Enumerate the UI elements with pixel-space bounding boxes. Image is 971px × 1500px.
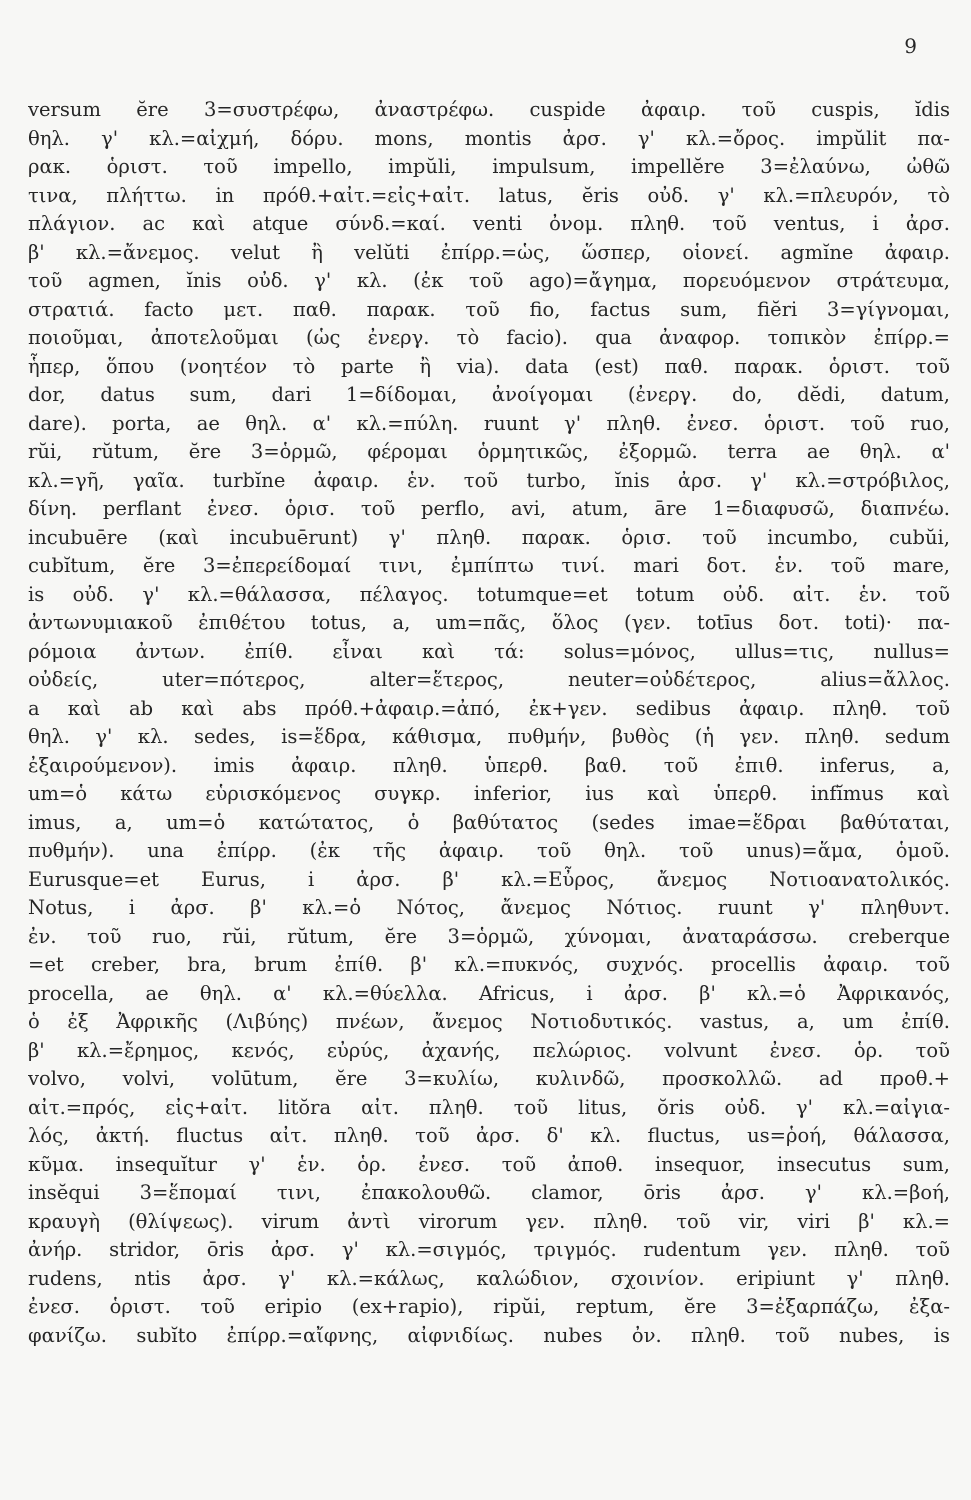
text-line: insĕqui 3=ἕπομαί τινι, ἐπακολουθῶ. clamor, ōris ἀρσ. γ' κλ.=βοή, <box>28 1181 950 1204</box>
text-line: πυθμήν). una ἐπίρρ. (ἐκ τῆς ἀφαιρ. τοῦ θηλ. τοῦ unus)=ἅμα, ὁμοῦ. <box>28 839 950 862</box>
text-line: dare). porta, ae θηλ. α' κλ.=πύλη. ruunt γ' πληθ. ἐνεσ. ὁριστ. τοῦ ruo, <box>28 411 950 435</box>
text-line: τινα, πλήττω. in πρόθ.+αἰτ.=εἰς+αἰτ. latus, ĕris οὐδ. γ' κλ.=πλευρόν, τὸ <box>28 183 950 207</box>
text-line: a καὶ ab καὶ abs πρόθ.+ἀφαιρ.=ἀπό, ἐκ+γεν. sedibus ἀφαιρ. πληθ. τοῦ <box>28 696 950 720</box>
text-line: is οὐδ. γ' κλ.=θάλασσα, πέλαγος. totumque=et totum οὐδ. αἰτ. ἑν. τοῦ <box>28 582 950 606</box>
text-line: φανίζω. subĭto ἐπίρρ.=αἴφνης, αἰφνιδίως. nubes ὀν. πληθ. τοῦ nubes, is <box>28 1323 950 1347</box>
text-line: Eurusque=et Eurus, i ἀρσ. β' κλ.=Εὖρος, ἄνεμος Νοτιοανατολικός. <box>28 867 950 891</box>
text-line: procella, ae θηλ. α' κλ.=θύελλα. Africus, i ἀρσ. β' κλ.=ὁ Ἀφρικανός, <box>28 981 950 1005</box>
text-line: ποιοῦμαι, ἀποτελοῦμαι (ὡς ἐνεργ. τὸ facio). qua ἀναφορ. τοπικὸν ἐπίρρ.= <box>28 326 950 349</box>
text-line: β' κλ.=ἄνεμος. velut ἢ velŭti ἐπίρρ.=ὡς, ὥσπερ, οἱονεί. agmĭne ἀφαιρ. <box>28 240 950 264</box>
text-line: λός, ἀκτή. fluctus αἰτ. πληθ. τοῦ ἀρσ. δ' κλ. fluctus, us=ῥοή, θάλασσα, <box>28 1124 950 1147</box>
text-line: ἀντωνυμιακοῦ ἐπιθέτου totus, a, um=πᾶς, ὅλος (γεν. totīus δοτ. toti)· πα- <box>28 611 950 634</box>
text-line: dor, datus sum, dari 1=δίδομαι, ἀνοίγομαι (ἐνεργ. do, dĕdi, datum, <box>28 383 950 406</box>
text-line: volvo, volvi, volūtum, ĕre 3=κυλίω, κυλινδῶ, προσκολλῶ. ad προθ.+ <box>28 1067 950 1090</box>
text-line: cubĭtum, ĕre 3=ἐπερείδομαί τινι, ἐμπίπτω τινί. mari δοτ. ἑν. τοῦ mare, <box>28 554 950 577</box>
text-line: αἰτ.=πρός, εἰς+αἰτ. litŏra αἰτ. πληθ. τοῦ litus, ŏris οὐδ. γ' κλ.=αἰγια- <box>28 1095 950 1119</box>
text-line: rudens, ntis ἀρσ. γ' κλ.=κάλως, καλώδιον, σχοινίον. eripiunt γ' πληθ. <box>28 1266 950 1290</box>
text-line: ρακ. ὁριστ. τοῦ impello, impŭli, impulsum, impellĕre 3=ἐλαύνω, ὠθῶ <box>28 155 950 178</box>
text-line: incubuēre (καὶ incubuērunt) γ' πληθ. παρακ. ὁρισ. τοῦ incumbo, cubŭi, <box>28 525 950 549</box>
text-line: οὐδείς, uter=πότερος, alter=ἕτερος, neuter=οὐδέτερος, alius=ἄλλος. <box>28 668 950 691</box>
text-line: κραυγὴ (θλίψεως). virum ἀντὶ virorum γεν. πληθ. τοῦ vir, viri β' κλ.= <box>28 1209 950 1233</box>
text-line: στρατιά. facto μετ. παθ. παρακ. τοῦ fio, factus sum, fiĕri 3=γίγνομαι, <box>28 297 950 321</box>
text-line: θηλ. γ' κλ.=αἰχμή, δόρυ. mons, montis ἀρσ. γ' κλ.=ὄρος. impŭlit πα- <box>28 126 950 150</box>
text-line: ἐξαιρούμενον). imis ἀφαιρ. πληθ. ὑπερθ. βαθ. τοῦ ἐπιθ. inferus, a, <box>28 753 950 777</box>
text-line: imus, a, um=ὁ κατώτατος, ὁ βαθύτατος (sedes imae=ἕδραι βαθύταται, <box>28 810 950 834</box>
text-line: πλάγιον. ac καὶ atque σύνδ.=καί. venti ὀνομ. πληθ. τοῦ ventus, i ἀρσ. <box>28 212 950 235</box>
text-line: =et creber, bra, brum ἐπίθ. β' κλ.=πυκνός, συχνός. procellis ἀφαιρ. τοῦ <box>28 953 950 976</box>
text-line: ἀνήρ. stridor, ōris ἀρσ. γ' κλ.=σιγμός, τριγμός. rudentum γεν. πληθ. τοῦ <box>28 1238 950 1261</box>
text-line: ἧπερ, ὅπου (νοητέον τὸ parte ἢ via). data (est) παθ. παρακ. ὁριστ. τοῦ <box>28 354 950 378</box>
text-line: rŭi, rŭtum, ĕre 3=ὁρμῶ, φέρομαι ὁρμητικῶς, ἐξορμῶ. terra ae θηλ. α' <box>28 440 950 463</box>
text-line: um=ὁ κάτω εὑρισκόμενος συγκρ. inferior, ius καὶ ὑπερθ. infĭmus καὶ <box>28 782 950 805</box>
text-line: ἐνεσ. ὁριστ. τοῦ eripio (ex+rapio), ripŭi, reptum, ĕre 3=ἐξαρπάζω, ἐξα- <box>28 1295 950 1318</box>
text-line: β' κλ.=ἔρημος, κενός, εὐρύς, ἀχανής, πελώριος. volvunt ἐνεσ. ὁρ. τοῦ <box>28 1038 950 1062</box>
text-line: κλ.=γῆ, γαῖα. turbĭne ἀφαιρ. ἑν. τοῦ turbo, ĭnis ἀρσ. γ' κλ.=στρόβιλος, <box>28 468 950 492</box>
text-line: versum ĕre 3=συστρέφω, ἀναστρέφω. cuspide ἀφαιρ. τοῦ cuspis, ĭdis <box>28 98 950 121</box>
text-line: θηλ. γ' κλ. sedes, is=ἕδρα, κάθισμα, πυθμήν, βυθὸς (ἡ γεν. πληθ. sedum <box>28 725 950 748</box>
text-line: τοῦ agmen, ĭnis οὐδ. γ' κλ. (ἐκ τοῦ ago)=ἄγημα, πορευόμενον στράτευμα, <box>28 269 950 292</box>
text-line: δίνη. perflant ἐνεσ. ὁρισ. τοῦ perflo, avi, atum, āre 1=διαφυσῶ, διαπνέω. <box>28 497 950 520</box>
text-line: ρόμοια ἀντων. ἐπίθ. εἶναι καὶ τά: solus=μόνος, ullus=τις, nullus= <box>28 639 950 663</box>
text-line: ἐν. τοῦ ruo, rŭi, rŭtum, ĕre 3=ὁρμῶ, χύνομαι, ἀναταράσσω. creberque <box>28 924 950 948</box>
text-line: κῦμα. insequĭtur γ' ἑν. ὁρ. ἐνεσ. τοῦ ἀποθ. insequor, insecutus sum, <box>28 1152 950 1176</box>
text-line: Notus, i ἀρσ. β' κλ.=ὁ Νότος, ἄνεμος Νότιος. ruunt γ' πληθυντ. <box>28 896 950 919</box>
dictionary-text-block <box>28 96 950 1350</box>
page-number: 9 <box>904 34 917 58</box>
text-line: ὁ ἐξ Ἀφρικῆς (Λιβύης) πνέων, ἄνεμος Νοτιοδυτικός. vastus, a, um ἐπίθ. <box>28 1010 950 1033</box>
